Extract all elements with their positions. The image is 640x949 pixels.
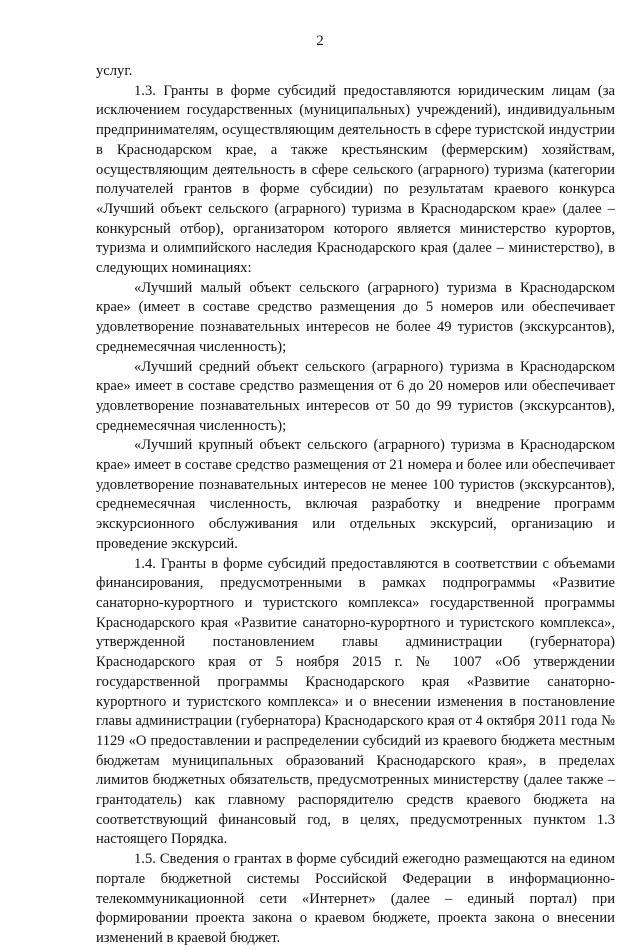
- paragraph-1-4: 1.4. Гранты в форме субсидий предоставляются в соответствии с объемами финансирования, предусмотренными в рамках подпрограммы «Развитие санаторно-курортного и туристского комплекса» государственной программы Краснодарского края «Развитие санаторно-курортного и туристского комплекса», утвержденной постановлением главы администрации (губернатора) Краснодарского края от 5 ноября 2015 г. № 1007 «Об утверждении государственной программы Краснодарского края «Развитие санаторно-курортного и туристского комплекса» и о внесении изменения в постановление главы администрации (губернатора) Краснодарского края от 4 октября 2011 года № 1129 «О предоставлении и распределении субсидий из краевого бюджета местным бюджетам муниципальных образований Краснодарского края», в пределах лимитов бюджетных обязательств, предусмотренных министерству (далее также – грантодатель) как главному распорядителю средств краевого бюджета на соответствующий финансовый год, в целях, предусмотренных пунктом 1.3 настоящего Порядка.: [96, 555, 615, 848]
- paragraph-1-5: 1.5. Сведения о грантах в форме субсидий ежегодно размещаются на едином портале бюджетной системы Российской Федерации в информационно-телекоммуникационной сети «Интернет» (далее – единый портал) при формировании проекта закона о краевом бюджете, проекта закона о внесении изменений в краевой бюджет.: [96, 851, 615, 946]
- paragraph-nomination-medium: «Лучший средний объект сельского (аграрного) туризма в Краснодарском крае» имеет в составе средство размещения от 6 до 20 номеров или обеспечивает удовлетворение познавательных интересов от 50 до 99 туристов (экскурсантов), среднемесячная численность);: [96, 358, 615, 434]
- page-number: 2: [316, 33, 324, 49]
- paragraph-nomination-small: «Лучший малый объект сельского (аграрного) туризма в Краснодарском крае» (имеет в составе средство размещения до 5 номеров или обеспечивает удовлетворение познавательных интересов не более 49 туристов (экскурсантов), среднемесячная численность);: [96, 279, 615, 355]
- document-body: [96, 62, 615, 949]
- paragraph-nomination-large: «Лучший крупный объект сельского (аграрного) туризма в Краснодарском крае» имеет в составе средство размещения от 21 номера и более или обеспечивает удовлетворение познавательных интересов не менее 100 туристов (экскурсантов), среднемесячная численность, включая разработку и внедрение программ экскурсионного обслуживания или отдельных экскурсий, организацию и проведение экскурсий.: [96, 437, 615, 552]
- paragraph-1-3: 1.3. Гранты в форме субсидий предоставляются юридическим лицам (за исключением государственных (муниципальных) учреждений), индивидуальным предпринимателям, осуществляющим деятельность в сфере туристской индустрии в Краснодарском крае, а также крестьянским (фермерским) хозяйствам, осуществляющим деятельность в сфере сельского (аграрного) туризма (категории получателей грантов в форме субсидии) по результатам краевого конкурса «Лучший объект сельского (аграрного) туризма в Краснодарском крае» (далее – конкурсный отбор), организатором которого является министерство курортов, туризма и олимпийского наследия Краснодарского края (далее – министерство), в следующих номинациях:: [96, 82, 615, 277]
- paragraph-continuation: услуг.: [96, 63, 133, 79]
